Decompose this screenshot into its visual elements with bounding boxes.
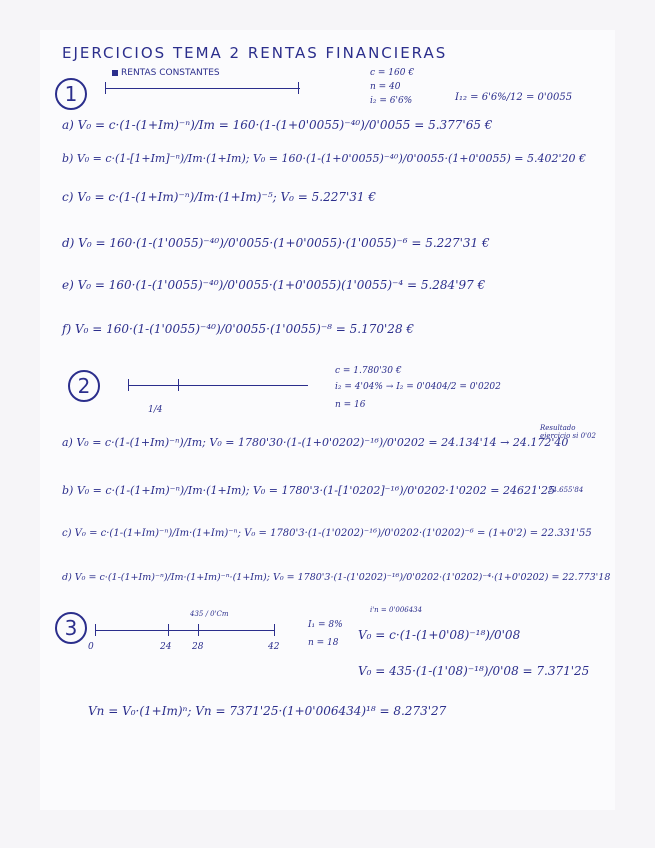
ex1-rate: I₁₂ = 6'6%/12 = 0'0055 <box>455 92 573 103</box>
ex2-part-b: b) V₀ = c·(1-(1+Im)⁻ⁿ)/Im·(1+Im); V₀ = 1780'3·(1-[1'0202]⁻¹⁶)/0'0202·1'0202 = 24621'25 <box>62 484 556 497</box>
ex3-tick-label: 28 <box>192 642 204 652</box>
ex1-timeline <box>105 88 300 89</box>
ex2-given-n: n = 16 <box>335 400 366 410</box>
ex3-timeline-tick <box>168 624 169 636</box>
ex1-part-d: d) V₀ = 160·(1-(1'0055)⁻⁴⁰)/0'0055·(1+0'0055)·(1'0055)⁻⁶ = 5.227'31 € <box>62 236 490 250</box>
ex2-timeline-tick <box>128 379 129 391</box>
exercise-1-number: 1 <box>55 78 87 110</box>
ex3-given-n: n = 18 <box>308 638 339 648</box>
ex1-timeline-tick <box>105 82 106 94</box>
ex1-part-b: b) V₀ = c·(1-[1+Im]⁻ⁿ)/Im·(1+Im); V₀ = 160·(1-(1+0'0055)⁻⁴⁰)/0'0055·(1+0'0055) = 5.402'20 € <box>62 152 586 165</box>
ex3-timeline-tick <box>198 624 199 636</box>
exercise-3-number: 3 <box>55 612 87 644</box>
bullet-icon <box>112 70 118 76</box>
ex3-timeline-tick <box>95 624 96 636</box>
ex3-timeline-tick <box>274 624 275 636</box>
ex1-given-i: i₂ = 6'6% <box>370 96 413 106</box>
ex3-formula-2: V₀ = 435·(1-(1'08)⁻¹⁸)/0'08 = 7.371'25 <box>358 664 590 678</box>
ex1-part-c: c) V₀ = c·(1-(1+Im)⁻ⁿ)/Im·(1+Im)⁻⁵; V₀ = 5.227'31 € <box>62 190 377 204</box>
section-subtitle: RENTAS CONSTANTES <box>112 68 220 78</box>
ex1-timeline-tick <box>298 82 299 94</box>
notebook-page <box>40 30 615 810</box>
ex1-given-n: n = 40 <box>370 82 401 92</box>
ex2-part-d: d) V₀ = c·(1-(1+Im)⁻ⁿ)/Im·(1+Im)⁻ⁿ·(1+Im); V₀ = 1780'3·(1-(1'0202)⁻¹⁶)/0'0202·(1'0202)⁻⁴·(1+0'0202) = 22.773'18 <box>62 572 611 583</box>
ex2-part-a: a) V₀ = c·(1-(1+Im)⁻ⁿ)/Im; V₀ = 1780'30·(1-(1+0'0202)⁻¹⁶)/0'0202 = 24.134'14 → 24.172'40 <box>62 436 569 449</box>
exercise-2-number: 2 <box>68 370 100 402</box>
ex2-part-c: c) V₀ = c·(1-(1+Im)⁻ⁿ)/Im·(1+Im)⁻ⁿ; V₀ = 1780'3·(1-(1'0202)⁻¹⁶)/0'0202·(1'0202)⁻⁶ = (1+0'2) = 22.331'55 <box>62 528 592 539</box>
ex2-part-a-note: Resultado ejercicio si 0'02 <box>540 424 596 440</box>
ex2-timeline-label: 1/4 <box>148 405 163 415</box>
ex3-tick-label: 0 <box>88 642 94 652</box>
ex2-part-b-note: 24.655'84 <box>548 486 584 494</box>
ex2-timeline-tick <box>178 379 179 391</box>
ex1-part-f: f) V₀ = 160·(1-(1'0055)⁻⁴⁰)/0'0055·(1'0055)⁻⁸ = 5.170'28 € <box>62 322 415 336</box>
ex3-rate-note: i'n = 0'006434 <box>370 606 423 614</box>
ex3-formula-1: V₀ = c·(1-(1+0'08)⁻¹⁸)/0'08 <box>358 628 521 642</box>
ex3-final: Vn = V₀·(1+Im)ⁿ; Vn = 7371'25·(1+0'006434)¹⁸ = 8.273'27 <box>88 704 447 718</box>
ex1-given-c: c = 160 € <box>370 68 415 78</box>
ex1-part-e: e) V₀ = 160·(1-(1'0055)⁻⁴⁰)/0'0055·(1+0'0055)(1'0055)⁻⁴ = 5.284'97 € <box>62 278 486 292</box>
ex1-part-a: a) V₀ = c·(1-(1+Im)⁻ⁿ)/Im = 160·(1-(1+0'0055)⁻⁴⁰)/0'0055 = 5.377'65 € <box>62 118 493 132</box>
ex3-tick-label: 24 <box>160 642 172 652</box>
ex2-timeline <box>128 385 308 386</box>
ex3-tick-label: 42 <box>268 642 280 652</box>
ex2-given-i: i₂ = 4'04% → I₂ = 0'0404/2 = 0'0202 <box>335 382 501 392</box>
ex3-timeline-top: 435 / 0'Cm <box>190 610 229 618</box>
ex3-timeline <box>95 630 275 631</box>
ex3-given-i: I₁ = 8% <box>308 620 343 630</box>
page-title: EJERCICIOS TEMA 2 RENTAS FINANCIERAS <box>62 44 448 62</box>
ex2-given-c: c = 1.780'30 € <box>335 366 402 376</box>
